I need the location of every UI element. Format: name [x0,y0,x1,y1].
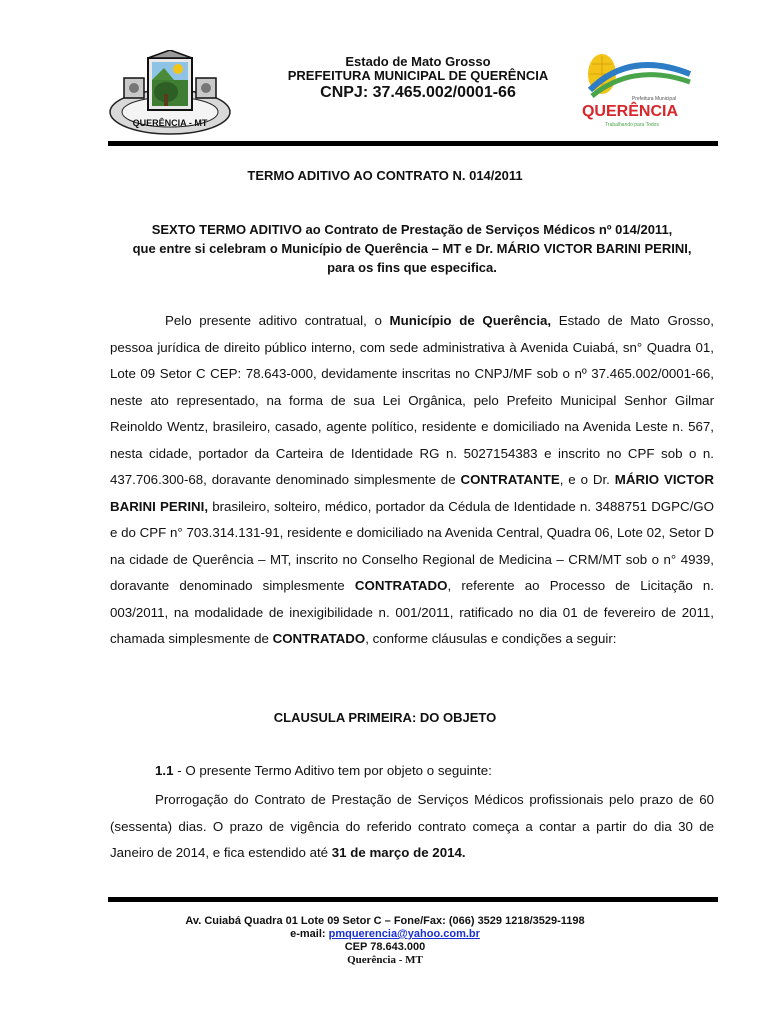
document-title: TERMO ADITIVO AO CONTRATO N. 014/2011 [247,168,523,183]
state-name: Estado de Mato Grosso [345,54,491,69]
seal-caption: QUERÊNCIA - MT [132,118,208,128]
text-run: Prorrogação do Contrato de Prestação de Serviços Médicos profissionais pelo prazo de 60 (sessenta) dias. O prazo de vigência do referido contrato começa a contar a partir do dia 30 de Janeiro de 2014, e fica estendido até [110,792,714,860]
prefecture-name: PREFEITURA MUNICIPAL DE QUERÊNCIA [287,68,549,83]
footer-city: Querência - MT [347,954,423,966]
querencia-brand-logo [570,50,700,134]
preamble-paragraph [110,308,714,653]
text-run: , conforme cláusulas e condições a seguir: [365,631,617,646]
footer-email-line [0,928,770,941]
municipal-seal-logo [108,50,238,140]
end-date: 31 de março de 2014. [331,845,466,860]
cnpj-number: CNPJ: 37.465.002/0001-66 [320,84,516,101]
text-run: , e o Dr. [559,472,615,487]
brand-top-text: Prefeitura Municipal [631,96,677,102]
municipality-name: Município de Querência, [389,313,552,328]
contratante-term: CONTRATANTE [460,472,560,487]
text-run: Estado de Mato Grosso, pessoa jurídica de direito público interno, com sede administrativa à Avenida Cuiabá, sn° Quadra 01, Lote 09 Setor C CEP: 78.643-000, devidamente inscritas no CNPJ/MF sob o nº 37.465.002/0001-66, neste ato representado, na forma de sua Lei Orgânica, pelo Prefeito Municipal Senhor Gilmar Reinoldo Wentz, brasileiro, casado, agente político, residente e domiciliado na Avenida Leste n. 567, nesta cidade, portador da Carteira de Identidade RG n. 5027154383 e inscrito no CPF sob o n. 437.706.300-68, doravante denominado simplesmente de [110,313,714,487]
header-divider [108,141,718,146]
brand-tagline-text: Trabalhando para Todos [605,122,659,128]
clause-body [110,787,714,867]
footer-address: Av. Cuiabá Quadra 01 Lote 09 Setor C – Fone/Fax: (066) 3529 1218/3529-1198 [185,915,585,927]
clause-number: 1.1 [155,763,174,778]
brand-name-text: QUERÊNCIA [581,103,679,120]
contratado-term: CONTRATADO [272,631,366,646]
clause-lead: - O presente Termo Aditivo tem por objeto o seguinte: [173,763,492,778]
letterhead-text [268,55,568,103]
intro-line: para os fins que especifica. [327,260,497,275]
text-run: Pelo presente aditivo contratual, o [165,313,390,328]
text-run: brasileiro, solteiro, médico, portador da Cédula de Identidade n. 3488751 DGPC/GO e do CPF n° 703.314.131-91, residente e domiciliado na Avenida Central, Quadra 06, Lote 02, Setor D na cidade de Querência – MT, inscrito no Conselho Regional de Medicina – CRM/MT sob o n° 4939, doravante denominado simplesmente [110,498,714,593]
clause-item [155,763,492,778]
contratado-term: CONTRATADO [354,578,448,593]
letterhead [108,50,722,140]
email-link[interactable]: pmquerencia@yahoo.com.br [328,928,480,940]
footer-cep: CEP 78.643.000 [344,941,426,953]
email-label: e-mail: [290,928,329,940]
footer-divider [108,897,718,902]
intro-line: que entre si celebram o Município de Querência – MT e Dr. MÁRIO VICTOR BARINI PERINI, [132,241,692,256]
footer [0,915,770,967]
intro-line: SEXTO TERMO ADITIVO ao Contrato de Prestação de Serviços Médicos nº 014/2011, [151,222,673,237]
text-run: , referente ao Processo de Licitação n. 003/2011, na modalidade de inexigibilidade n. 001/2011, ratificado no dia 01 de fevereiro de 2011, chamada simplesmente de [110,578,714,646]
intro-paragraph [110,220,714,277]
doctor-name: MÁRIO VICTOR BARINI PERINI, [110,472,714,514]
clause-title: CLAUSULA PRIMEIRA: DO OBJETO [273,710,497,725]
